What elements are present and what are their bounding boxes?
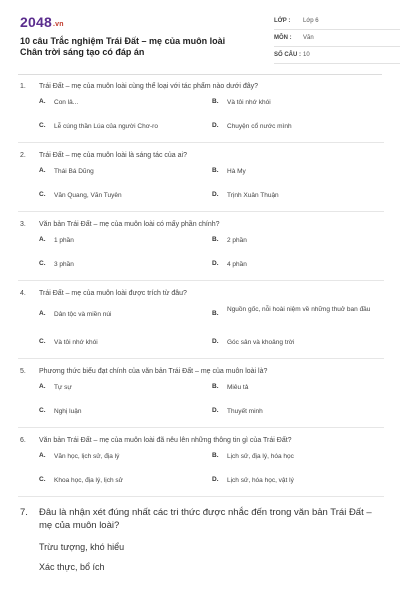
question-divider (18, 211, 384, 212)
question-5: 5. Phương thức biểu đạt chính của văn bản Trái Đất – mẹ của muôn loài là? A. Tự sự B. Miêu tả C. Nghị luận D. Thuyết minh (20, 368, 382, 428)
question-divider (18, 142, 384, 143)
question-number: 5. (20, 368, 26, 375)
question-number: 4. (20, 290, 26, 297)
question-divider (18, 427, 384, 428)
question-3: 3. Văn bản Trái Đất – mẹ của muôn loài có mấy phần chính? A. 1 phần B. 2 phần C. 3 phần D. 4 phần (20, 221, 382, 281)
header-divider (18, 74, 382, 75)
question-number: 3. (20, 221, 26, 228)
site-logo[interactable]: 2048.vn (20, 14, 64, 30)
meta-row-grade: LỚP : Lớp 6 (274, 16, 400, 30)
question-text: Trái Đất – mẹ của muôn loài là sáng tác của ai? (39, 152, 187, 159)
option-2[interactable]: Xác thực, bổ ích (39, 562, 105, 572)
option-1[interactable]: Trừu tượng, khó hiểu (39, 542, 125, 552)
question-text: Trái Đất – mẹ của muôn loài được trích từ đâu? (39, 290, 187, 297)
question-list (20, 83, 382, 582)
question-divider (18, 358, 384, 359)
question-number: 2. (20, 152, 26, 159)
question-number: 1. (20, 83, 26, 90)
question-2: 2. Trái Đất – mẹ của muôn loài là sáng tác của ai? A. Thái Bá Dũng B. Hà My C. Văn Quang, Văn Tuyên D. Trịnh Xuân Thuận (20, 152, 382, 212)
question-text: Đâu là nhận xét đúng nhất các tri thức được nhắc đến trong văn bản Trái Đất – mẹ của muôn loài? (39, 507, 372, 531)
question-divider (18, 280, 384, 281)
question-text: Văn bản Trái Đất – mẹ của muôn loài có mấy phần chính? (39, 221, 220, 228)
question-number: 6. (20, 437, 26, 444)
question-4: 4. Trái Đất – mẹ của muôn loài được trích từ đâu? A. Dân tộc và miền núi B. Nguồn gốc, nỗi hoài niệm về những thuở ban đầu C. Và tôi nhớ khói D. Góc sân và khoảng trời (20, 290, 382, 359)
question-number: 7. (20, 507, 28, 518)
page-title: 10 câu Trắc nghiệm Trái Đất – mẹ của muôn loài Chân trời sáng tạo có đáp án (20, 36, 226, 57)
meta-row-count: SỐ CÂU : 10 (274, 50, 400, 64)
question-text: Trái Đất – mẹ của muôn loài cùng thể loại với tác phẩm nào dưới đây? (39, 83, 259, 90)
document-header (20, 14, 382, 66)
question-divider (18, 496, 384, 497)
question-7 (20, 506, 382, 582)
question-6: 6. Văn bản Trái Đất – mẹ của muôn loài đã nêu lên những thông tin gì của Trái Đất? A. Văn học, lịch sử, địa lý B. Lịch sử, địa lý, hóa học C. Khoa học, địa lý, lịch sử D. Lịch sử, hóa học, vật lý (20, 437, 382, 497)
question-text: Văn bản Trái Đất – mẹ của muôn loài đã nêu lên những thông tin gì của Trái Đất? (39, 437, 292, 444)
question-1: 1. Trái Đất – mẹ của muôn loài cùng thể loại với tác phẩm nào dưới đây? A. Con lả... B. Và tôi nhớ khói C. Lễ cúng thần Lúa của người Chơ-ro D. Chuyện cổ nước mình (20, 83, 382, 143)
meta-info (274, 16, 400, 67)
meta-row-subject: MÔN : Văn (274, 33, 400, 47)
question-text: Phương thức biểu đạt chính của văn bản Trái Đất – mẹ của muôn loài là? (39, 368, 268, 375)
